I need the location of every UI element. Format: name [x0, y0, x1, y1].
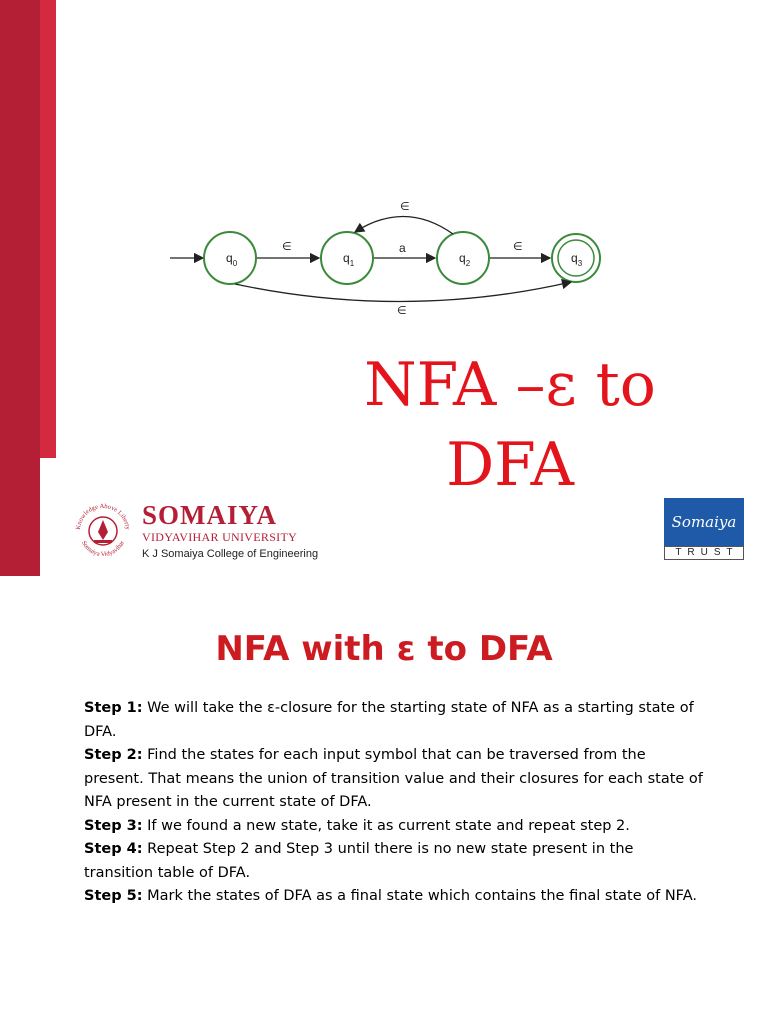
left-accent-bar [0, 0, 40, 576]
step-text: Mark the states of DFA as a final state which contains the final state of NFA. [142, 888, 697, 904]
state-q1-label: $q_1$ [343, 251, 355, 268]
edge-label-q0-q1: ∈ [282, 240, 292, 253]
svg-text:Somaiya Vidyavihar: Somaiya Vidyavihar [80, 539, 126, 559]
step-label: Step 1: [84, 700, 143, 716]
state-q0-label: $q_0$ [226, 251, 238, 268]
slide-title [300, 345, 720, 505]
logo-college-name: K J Somaiya College of Engineering [142, 548, 319, 560]
step-item [84, 697, 704, 744]
edge-label-q2-q1-back: ∈ [400, 200, 410, 213]
step-item [84, 744, 704, 815]
step-text: Find the states for each input symbol that can be traversed from the present. That means the union of transition value and their closures for each state of NFA present in the current state of DFA. [84, 747, 703, 810]
step-label: Step 3: [84, 817, 143, 834]
state-q2-label: $q_2$ [459, 251, 471, 268]
step-label: Step 5: [84, 888, 143, 904]
step-item [84, 815, 704, 839]
step-item [84, 838, 704, 885]
trust-logo-name: Somaiya [664, 498, 744, 546]
left-accent-bar-inner [40, 0, 56, 458]
edge-q2-q1-back [355, 216, 453, 234]
logo-university-name: VIDYAVIHAR UNIVERSITY [142, 530, 298, 544]
somaiya-trust-logo [664, 498, 744, 560]
steps-list [84, 697, 704, 909]
edge-label-q2-q3: ∈ [513, 240, 523, 253]
nfa-diagram [165, 190, 605, 325]
university-seal-icon [72, 500, 134, 562]
edge-label-q1-q2: a [399, 241, 406, 255]
logo-brand-name: SOMAIYA [142, 500, 278, 530]
section-heading: NFA with ε to DFA [215, 629, 553, 669]
step-text: We will take the ε-closure for the starting state of NFA as a starting state of DFA. [84, 700, 694, 740]
edge-q0-q3-bottom [235, 282, 571, 302]
step-label: Step 2: [84, 747, 143, 763]
step-item [84, 885, 704, 909]
state-q3-label: $q_3$ [571, 251, 583, 268]
step-text: Repeat Step 2 and Step 3 until there is no new state present in the transition table of DFA. [84, 841, 634, 881]
somaiya-university-logo [68, 496, 336, 566]
step-text: If we found a new state, take it as current state and repeat step 2. [142, 817, 630, 834]
slide-title-line1: NFA –ε to [364, 350, 656, 420]
step-label: Step 4: [84, 841, 143, 857]
trust-logo-label: TRUST [664, 546, 744, 560]
svg-text:Knowledge Above Liberty: Knowledge Above Liberty [74, 502, 131, 531]
edge-label-q0-q3-bottom: ∈ [397, 304, 407, 317]
slide-title-line2: DFA [446, 430, 574, 500]
